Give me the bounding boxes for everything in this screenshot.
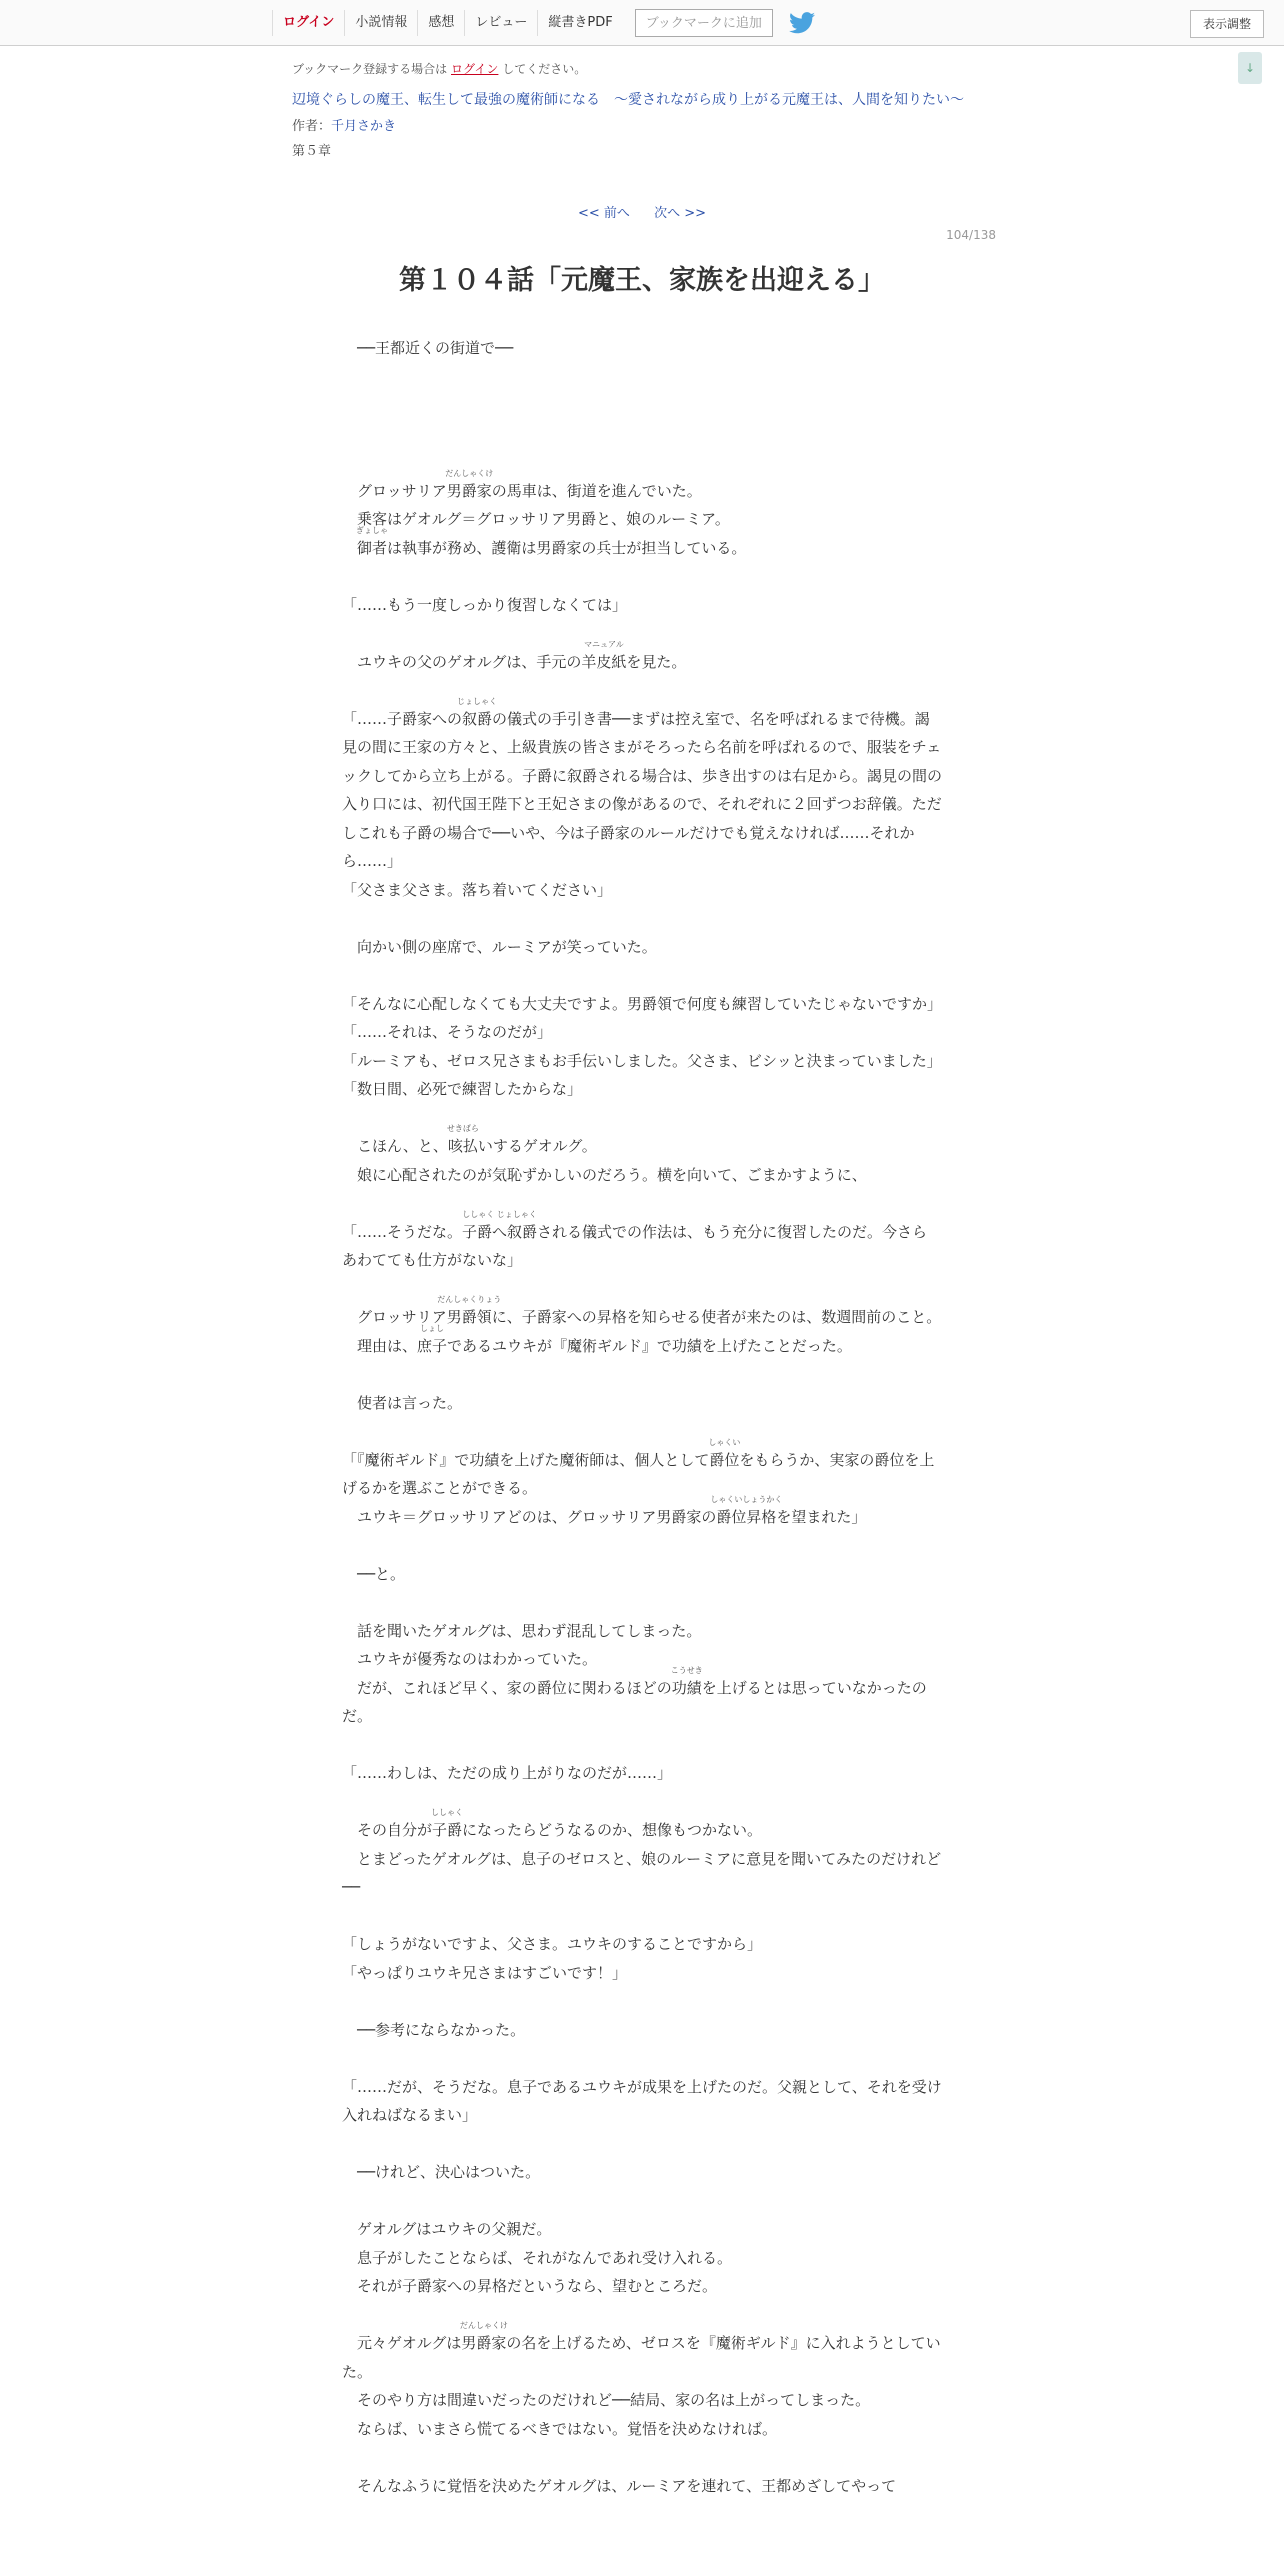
ruby-reading: だんしゃくけ (445, 468, 494, 478)
ruby-word: 男爵領 だんしゃくりょう (437, 1295, 502, 1326)
body-paragraph (342, 619, 942, 648)
ruby-reading: せきばら (446, 1124, 479, 1133)
body-paragraph: ユウキ＝グロッサリアどのは、グロッサリア男爵家の爵位昇格 しゃくいしょうかく を望まれた」 (342, 1494, 867, 1526)
nav-impressions-link[interactable]: 感想 (417, 10, 464, 36)
ruby-reading: ぎょしゃ (356, 525, 389, 535)
body-paragraph: それが子爵家への昇格だというなら、望むところだ。 (342, 2277, 718, 2295)
body-paragraph (342, 2187, 942, 2216)
body-paragraph: ユウキが優秀なのはわかっていた。 (342, 1650, 598, 1668)
ruby-word: 羊皮紙 マニュアル (581, 639, 627, 671)
episode-title: 第１０４話「元魔王、家族を出迎える」 (399, 265, 885, 296)
body-paragraph: ゲオルグはユウキの父親だ。 (342, 2220, 552, 2238)
body-paragraph (342, 1731, 942, 1760)
bookmark-note-suffix: してください。 (502, 62, 587, 76)
body-paragraph (342, 2130, 942, 2159)
body-paragraph (342, 562, 942, 591)
body-paragraph: 息子がしたことならば、それがなんであれ受け入れる。 (342, 2248, 733, 2267)
author-label: 作者： (292, 119, 332, 134)
series-title-link[interactable]: 辺境ぐらしの魔王、転生して最強の魔術師になる 〜愛されながら成り上がる元魔王は、人間を知りたい〜 (292, 92, 964, 108)
body-paragraph: ユウキの父のゲオルグは、手元の羊皮紙 マニュアル を見た。 (342, 639, 687, 671)
body-paragraph (342, 2044, 942, 2073)
body-paragraph: 元々ゲオルグは男爵家 だんしゃくけ の名を上げるため、ゼロスを『魔術ギルド』に入れようとしていた。 (342, 2321, 941, 2381)
ruby-word: 爵位昇格 しゃくいしょうかく (710, 1494, 783, 1526)
body-paragraph: 「そんなに心配しなくても大丈夫ですよ。男爵領で何度も練習していたじゃないですか」 (342, 994, 943, 1013)
body-paragraph: 「……子爵家への叙爵 じょしゃく の儀式の手引き書──まずは控え室で、名を呼ばれるまで待機。謁見の間に王家の方々と、上級貴族の皆さまがそろったら名前を呼ばれるので、服装をチェックしてから立ち上がる。子爵に叙爵される場合は、歩き出すのは右足から。謁見の間の入り口には、初代国王陛下と王妃さまの像があるので、それぞれに２回ずつお辞儀。ただしこれも子爵の場合で──いや、今は子爵家のルールだけでも覚えなければ……それから……」 (342, 696, 943, 870)
body-paragraph (342, 1902, 942, 1931)
ruby-reading: しゃくい (708, 1437, 741, 1447)
nav-menu (272, 0, 815, 46)
body-paragraph (342, 1104, 942, 1133)
body-paragraph: その自分が子爵 ししゃく になったらどうなるのか、想像もつかない。 (342, 1808, 763, 1839)
body-paragraph: 乗客はゲオルグ＝グロッサリア男爵と、娘のルーミア。 (342, 510, 730, 528)
body-paragraph: 「『魔術ギルド』で功績を上げた魔術師は、個人として爵位 しゃくい をもらうか、実家の爵位を上げるかを選ぶことができる。 (342, 1437, 935, 1497)
ruby-word: 男爵家 だんしゃくけ (445, 468, 494, 500)
ruby-word: 咳払 せきばら (446, 1124, 479, 1155)
body-paragraph: 「ルーミアも、ゼロス兄さまもお手伝いしました。父さま、ビシッと決まっていました」 (342, 1051, 942, 1070)
body-paragraph: グロッサリア男爵領 だんしゃくりょう に、子爵家への昇格を知らせる使者が来たのは、数週間前のこと。 (342, 1295, 942, 1326)
twitter-bird-icon[interactable] (789, 12, 815, 34)
episode-page-number: 104/138 (946, 228, 996, 242)
body-paragraph: ──と。 (342, 1564, 406, 1583)
ruby-reading: だんしゃくけ (459, 2321, 508, 2330)
ruby-word: 庶子 しょし (417, 1323, 448, 1355)
body-paragraph: そんなふうに覚悟を決めたゲオルグは、ルーミアを連れて、王都めざしてやって (342, 2476, 897, 2495)
ruby-reading: じょしゃく (457, 696, 498, 706)
body-paragraph: 「……わしは、ただの成り上がりなのだが……」 (342, 1764, 673, 1782)
ruby-reading: だんしゃくりょう (437, 1295, 502, 1304)
body-paragraph: 「数日間、必死で練習したからな」 (342, 1080, 583, 1098)
body-paragraph (342, 904, 942, 933)
top-navigation-bar (0, 0, 1284, 46)
body-paragraph (342, 1189, 942, 1218)
body-paragraph: 「……もう一度しっかり復習しなくては」 (342, 595, 628, 614)
nav-login-link[interactable]: ログイン (272, 10, 344, 36)
body-paragraph (342, 1987, 942, 2016)
body-paragraph (342, 1275, 942, 1304)
body-paragraph: 「父さま父さま。落ち着いてください」 (342, 880, 613, 899)
body-paragraph: こほん、と、咳払 せきばら いするゲオルグ。 (342, 1124, 597, 1155)
ruby-reading: しゃくいしょうかく (710, 1494, 783, 1504)
body-paragraph: ならば、いまさら慌てるべきではない。覚悟を決めなければ。 (342, 2419, 778, 2438)
body-paragraph (342, 961, 942, 990)
prev-episode-link[interactable]: << 前へ (578, 206, 630, 221)
body-paragraph: 向かい側の座席で、ルーミアが笑っていた。 (342, 937, 657, 956)
body-paragraph: 御者 ぎょしゃ は執事が務め、護衛は男爵家の兵士が担当している。 (356, 525, 747, 557)
novel-header-info (292, 60, 1012, 159)
body-paragraph (342, 1360, 942, 1389)
body-paragraph: 「……それは、そうなのだが」 (342, 1023, 553, 1041)
episode-pager (292, 202, 992, 221)
nav-novel-info-link[interactable]: 小説情報 (344, 10, 417, 36)
ruby-reading: マニュアル (584, 639, 624, 649)
bookmark-note-prefix: ブックマーク登録する場合は (292, 62, 448, 76)
body-paragraph: だが、これほど早く、家の爵位に関わるほどの功績 こうせき を上げるとは思っていなかったのだ。 (342, 1665, 927, 1725)
bookmark-note-login-link[interactable]: ログイン (451, 62, 499, 76)
episode-body (342, 334, 942, 2500)
nav-vertical-pdf-link[interactable]: 縦書きPDF (537, 10, 622, 36)
next-episode-link[interactable]: 次へ >> (654, 206, 706, 221)
body-paragraph (342, 420, 942, 449)
body-paragraph: 娘に心配されたのが気恥ずかしいのだろう。横を向いて、ごまかすように、 (342, 1165, 867, 1184)
body-paragraph: 使者は言った。 (342, 1393, 463, 1412)
body-paragraph: とまどったゲオルグは、息子のゼロスと、娘のルーミアに意見を聞いてみたのだけれど── (342, 1849, 942, 1896)
body-paragraph: ──参考にならなかった。 (342, 2020, 526, 2039)
ruby-word: 功績 こうせき (670, 1665, 703, 1697)
ruby-reading: ししゃく (431, 1808, 464, 1817)
ruby-reading: ししゃく じょしゃく (462, 1209, 537, 1219)
ruby-word: 御者 ぎょしゃ (356, 525, 389, 557)
ruby-word: 叙爵 じょしゃく (457, 696, 498, 728)
body-paragraph: グロッサリア男爵家 だんしゃくけ の馬車は、街道を進んでいた。 (342, 468, 702, 500)
nav-review-link[interactable]: レビュー (464, 10, 537, 36)
body-paragraph (342, 1417, 942, 1446)
body-paragraph: 「……そうだな。子爵へ叙爵 ししゃく じょしゃく される儀式での作法は、もう充分に復習したのだ。今さらあわてても仕方がないな」 (342, 1209, 928, 1269)
body-paragraph (342, 2301, 942, 2330)
ruby-word: 爵位 しゃくい (708, 1437, 741, 1469)
body-paragraph (342, 448, 942, 477)
body-paragraph: ──王都近くの街道で── (342, 339, 514, 357)
ruby-word: 子爵 ししゃく (431, 1808, 464, 1839)
ruby-reading: しょし (420, 1323, 445, 1333)
bookmark-login-note (292, 60, 1012, 77)
body-paragraph: 理由は、庶子 しょし であるユウキが『魔術ギルド』で功績を上げたことだった。 (342, 1323, 852, 1355)
body-paragraph: 「しょうがないですよ、父さま。ユウキのすることですから」 (342, 1935, 763, 1953)
body-paragraph (342, 676, 942, 705)
ruby-word: 子爵へ叙爵 ししゃく じょしゃく (462, 1209, 538, 1241)
body-paragraph: そのやり方は間違いだったのだけれど──結局、家の名は上がってしまった。 (342, 2391, 871, 2409)
body-paragraph (342, 363, 942, 392)
display-settings-button[interactable]: 表示調整 (1190, 10, 1264, 38)
body-paragraph (342, 1588, 942, 1617)
ruby-word: 男爵家 だんしゃくけ (459, 2321, 508, 2352)
author-name-link[interactable]: 千月さかき (331, 119, 397, 134)
body-paragraph: ──けれど、決心はついた。 (342, 2163, 541, 2181)
ruby-reading: こうせき (670, 1665, 703, 1675)
scroll-down-tab[interactable]: ↓ (1238, 52, 1262, 84)
bookmark-add-button[interactable]: ブックマークに追加 (635, 9, 773, 37)
body-paragraph: 話を聞いたゲオルグは、思わず混乱してしまった。 (342, 1621, 702, 1640)
body-paragraph: 「……だが、そうだな。息子であるユウキが成果を上げたのだ。父親として、それを受け入れねばなるまい」 (342, 2077, 942, 2124)
body-paragraph: 「やっぱりユウキ兄さまはすごいです！」 (342, 1963, 628, 1982)
body-paragraph (342, 391, 942, 420)
body-paragraph (342, 1531, 942, 1560)
chapter-label: 第５章 (292, 144, 332, 159)
body-paragraph (342, 2443, 942, 2472)
author-line (292, 115, 1012, 134)
